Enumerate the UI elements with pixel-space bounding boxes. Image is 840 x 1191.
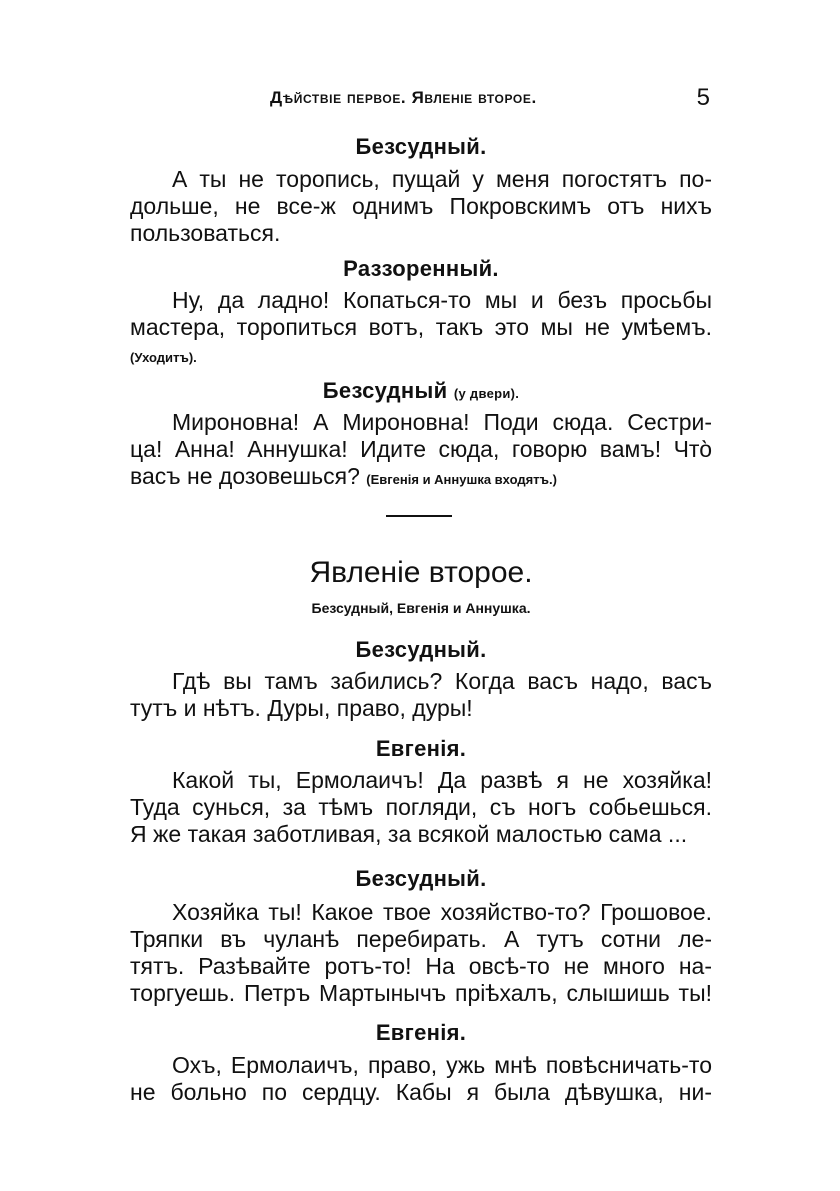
speaker-name: Раззоренный. — [343, 256, 499, 281]
speech-paragraph — [130, 668, 712, 722]
speaker-name: Безсудный — [322, 378, 448, 403]
scene-persons: Безсудный, Евгенія и Аннушка. — [311, 600, 531, 616]
text-line: ца! Анна! Аннушка! Идите сюда, говорю вамъ! Что̀ — [130, 436, 712, 462]
text-line: Какой ты, Ермолаичъ! Да развѣ я не хозяйка! — [172, 767, 712, 793]
speaker-name: Безсудный. — [355, 866, 487, 891]
text-line: Охъ, Ермолаичъ, право, ужь мнѣ повѣсничать-то — [172, 1052, 712, 1078]
speaker-name: Безсудный. — [355, 134, 487, 159]
text-line: Туда сунься, за тѣмъ погляди, съ ногъ собьешься. — [130, 794, 712, 820]
section-divider — [386, 515, 452, 517]
text-line: васъ не дозовешься? — [130, 463, 360, 489]
text-line: мастера, торопиться вотъ, такъ это мы не умѣемъ. — [130, 314, 712, 340]
speech-paragraph — [130, 409, 712, 493]
text-line: Мироновна! А Мироновна! Поди сюда. Сестри- — [172, 409, 712, 435]
text-line: Тряпки въ чуланѣ перебирать. А тутъ сотни ле- — [130, 926, 712, 952]
speaker-heading — [130, 378, 712, 404]
scene-title: Явленіе второе. — [309, 556, 533, 589]
speaker-name: Евгенія. — [375, 736, 467, 761]
speech-paragraph — [130, 899, 712, 1007]
page-number: 5 — [696, 84, 710, 111]
stage-direction: (Уходитъ). — [130, 350, 197, 365]
text-line: тятъ. Разѣвайте ротъ-то! На овсѣ-то не много на- — [130, 953, 712, 979]
speech-paragraph — [130, 166, 712, 247]
header-title: Дѣйствіе первое. Явленіе второе. — [270, 88, 537, 107]
text-line: тутъ и нѣтъ. Дуры, право, дуры! — [130, 695, 473, 721]
speaker-name: Евгенія. — [375, 1020, 467, 1045]
text-line: торгуешь. Петръ Мартынычъ пріѣхалъ, слышишь ты! — [130, 980, 712, 1006]
speaker-name: Безсудный. — [355, 637, 487, 662]
text-line: Я же такая заботливая, за всякой малостью сама ... — [130, 821, 688, 847]
speech-paragraph — [130, 1052, 712, 1106]
text-line: Гдѣ вы тамъ забились? Когда васъ надо, васъ — [172, 668, 712, 694]
text-line: А ты не торопись, пущай у меня погостятъ по- — [172, 166, 712, 192]
speaker-stage-direction: (у двери). — [453, 386, 520, 401]
text-line: не больно по сердцу. Кабы я была дѣвушка, ни- — [130, 1079, 712, 1105]
speech-paragraph — [130, 287, 712, 371]
text-line: дольше, не все-ж однимъ Покровскимъ отъ нихъ — [130, 193, 712, 219]
text-line: пользоваться. — [130, 220, 281, 246]
text-line: Ну, да ладно! Копаться-то мы и безъ просьбы — [172, 287, 712, 313]
text-line: Хозяйка ты! Какое твое хозяйство-то? Грошовое. — [172, 899, 712, 925]
speech-paragraph — [130, 767, 712, 848]
stage-direction: (Евгенія и Аннушка входятъ.) — [366, 472, 557, 487]
running-header — [130, 86, 712, 114]
